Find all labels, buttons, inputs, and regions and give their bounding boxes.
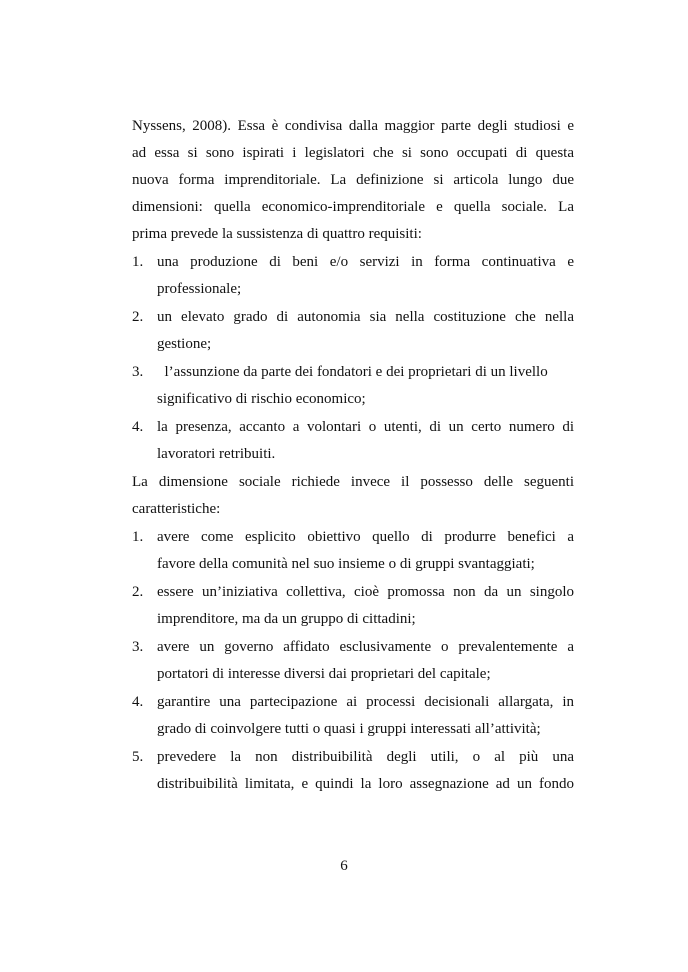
list-item-line: significativo di rischio economico; [157, 391, 366, 407]
list-item-line: gestione; [157, 336, 212, 352]
list-item-number: 1. [132, 254, 144, 270]
list-item-line: favore della comunità nel suo insieme o di gruppi svantaggiati; [157, 556, 535, 572]
list-item-line: imprenditore, ma da un gruppo di cittadini; [157, 611, 416, 627]
list-item-number: 3. [132, 639, 144, 655]
list-item-line: professionale; [157, 281, 242, 297]
list-item-line: un elevato grado di autonomia sia nella costituzione che nella [157, 309, 574, 325]
list-item-line: grado di coinvolgere tutti o quasi i gruppi interessati all’attività; [157, 721, 541, 737]
list-item-line: portatori di interesse diversi dai proprietari del capitale; [157, 666, 491, 682]
list-item-line: lavoratori retribuiti. [157, 446, 276, 462]
list-item-line: distribuibilità limitata, e quindi la loro assegnazione ad un fondo [157, 776, 574, 792]
paragraph-line: Nyssens, 2008). Essa è condivisa dalla maggior parte degli studiosi e [132, 118, 574, 134]
list-item-line: garantire una partecipazione ai processi decisionali allargata, in [157, 694, 574, 710]
list-item-line: prevedere la non distribuibilità degli utili, o al più una [157, 749, 574, 765]
list-item-line: una produzione di beni e/o servizi in forma continuativa e [157, 254, 574, 270]
list-item-line: l’assunzione da parte dei fondatori e dei proprietari di un livello [157, 364, 548, 380]
list-item-line: essere un’iniziativa collettiva, cioè promossa non da un singolo [157, 584, 574, 600]
paragraph-line: nuova forma imprenditoriale. La definizione si articola lungo due [132, 172, 574, 188]
list-item-number: 1. [132, 529, 144, 545]
list-item-number: 5. [132, 749, 144, 765]
paragraph-line: ad essa si sono ispirati i legislatori che si sono occupati di questa [132, 145, 574, 161]
paragraph-line: dimensioni: quella economico-imprenditoriale e quella sociale. La [132, 199, 574, 215]
paragraph-line: prima prevede la sussistenza di quattro requisiti: [132, 226, 422, 242]
list-item-number: 3. [132, 364, 144, 380]
list-item-line: la presenza, accanto a volontari o utenti, di un certo numero di [157, 419, 574, 435]
list-item-number: 2. [132, 584, 144, 600]
page-number: 6 [340, 858, 348, 874]
list-item-line: avere come esplicito obiettivo quello di produrre benefici a [157, 529, 574, 545]
paragraph-line: caratteristiche: [132, 501, 221, 517]
paragraph-line: La dimensione sociale richiede invece il possesso delle seguenti [132, 474, 574, 490]
list-item-number: 2. [132, 309, 144, 325]
list-item-line: avere un governo affidato esclusivamente o prevalentemente a [157, 639, 574, 655]
list-item-number: 4. [132, 694, 144, 710]
list-item-number: 4. [132, 419, 144, 435]
